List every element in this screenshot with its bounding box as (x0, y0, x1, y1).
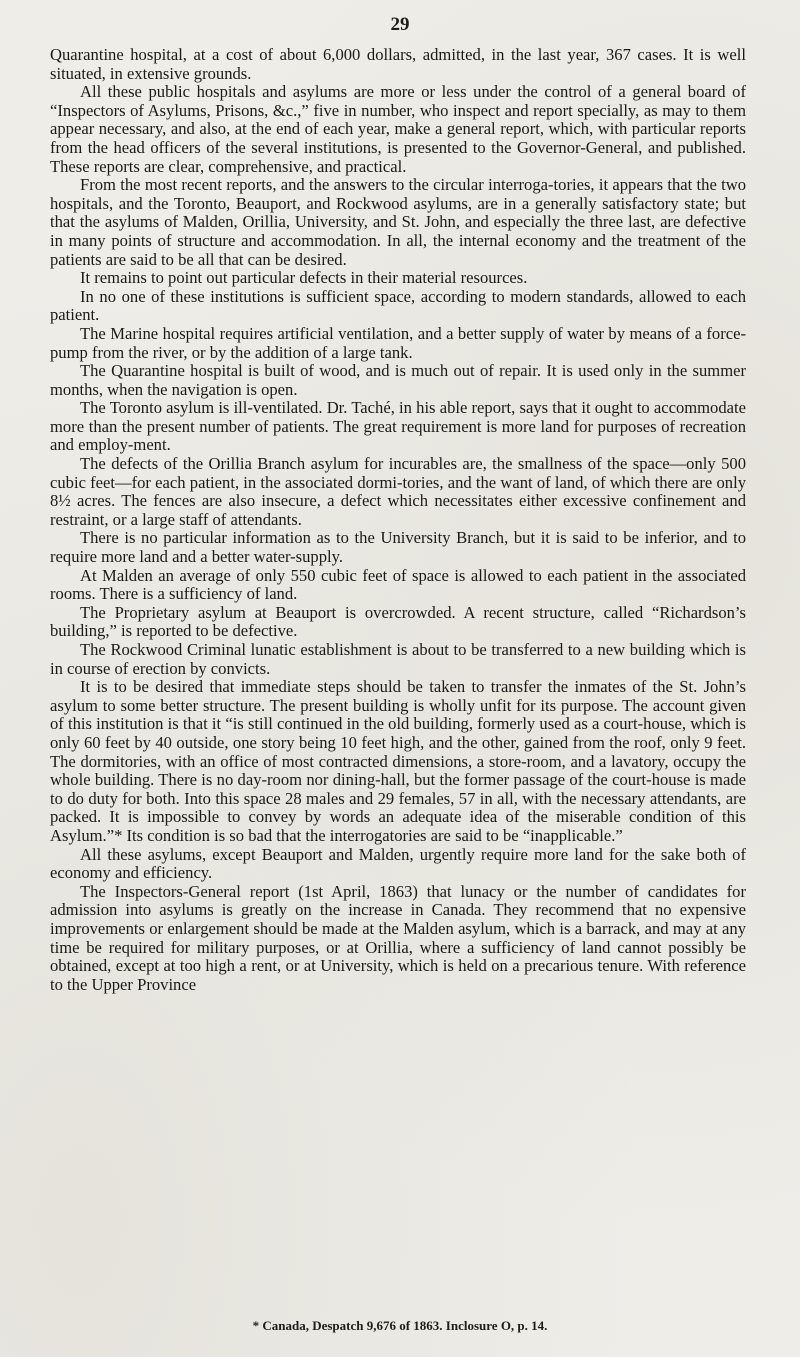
paragraph: The Inspectors-General report (1st April, 1863) that lunacy or the number of candidates for admission into asylums is greatly on the increase in Canada. They recommend that no expensive improvements or enlargement should be made at the Malden asylum, which is a barrack, and may at any time be required for military purposes, or at Orillia, where a sufficiency of land cannot possibly be obtained, except at too high a rent, or at University, which is held on a precarious tenure. With reference to the Upper Province (50, 881, 746, 994)
footnote: * Canada, Despatch 9,676 of 1863. Inclosure O, p. 14. (252, 1318, 548, 1333)
paragraph: The Proprietary asylum at Beauport is overcrowded. A recent structure, called “Richardson’s building,” is reported to be defective. (50, 602, 746, 641)
paragraph: Quarantine hospital, at a cost of about 6,000 dollars, admitted, in the last year, 367 cases. It is well situated, in extensive grounds. (50, 45, 746, 83)
paragraph: There is no particular information as to the University Branch, but it is said to be inferior, and to require more land and a better water-supply. (50, 528, 746, 567)
page-number: 29 (390, 14, 410, 35)
paragraph: At Malden an average of only 550 cubic feet of space is allowed to each patient in the associated rooms. There is a sufficiency of land. (50, 565, 746, 604)
paragraph: In no one of these institutions is sufficient space, according to modern standards, allowed to each patient. (50, 286, 746, 325)
paragraph: The defects of the Orillia Branch asylum for incurables are, the smallness of the space—only 500 cubic feet—for each patient, in the associated dormi-tories, and the want of land, of which there are only 8½ acres. The fences are also insecure, a defect which necessitates either excessive confinement and restraint, or a large staff of attendants. (50, 454, 746, 529)
paragraph: The Rockwood Criminal lunatic establishment is about to be transferred to a new building which is in course of erection by convicts. (50, 640, 746, 678)
body-text (50, 46, 746, 994)
paragraph: It is to be desired that immediate steps should be taken to transfer the inmates of the St. John’s asylum to some better structure. The present building is wholly unfit for its purpose. The account given of this institution is that it “is still continued in the old building, formerly used as a court-house, which is only 60 feet by 40 outside, one story being 10 feet high, and the other, gained from the roof, only 9 feet. The dormitories, with an office of most contracted dimensions, a store-room, and a lavatory, occupy the whole building. There is no day-room nor dining-hall, but the former passage of the court-house is made to do duty for both. Into this space 28 males and 29 females, 57 in all, with the necessary attendants, are packed. It is impossible to convey by words an adequate idea of the miserable condition of this Asylum.”* Its condition is so bad that the interrogatories are said to be “inapplicable.” (50, 677, 746, 845)
paragraph: All these asylums, except Beauport and Malden, urgently require more land for the sake both of economy and efficiency. (50, 844, 746, 883)
paragraph: From the most recent reports, and the answers to the circular interroga-tories, it appears that the two hospitals, and the Toronto, Beauport, and Rockwood asylums, are in a generally satisfactory state; but that the asylums of Malden, Orillia, University, and St. John, and especially the three last, are defective in many points of structure and accommodation. In all, the internal economy and the treatment of the patients are said to be all that can be desired. (50, 175, 746, 269)
paragraph: It remains to point out particular defects in their material resources. (80, 268, 528, 288)
paragraph: The Quarantine hospital is built of wood, and is much out of repair. It is used only in the summer months, when the navigation is open. (50, 361, 746, 399)
paragraph: The Marine hospital requires artificial ventilation, and a better supply of water by means of a force-pump from the river, or by the addition of a large tank. (50, 323, 746, 362)
paragraph: All these public hospitals and asylums are more or less under the control of a general board of “Inspectors of Asylums, Prisons, &c.,” five in number, who inspect and report specially, as may to them appear necessary, and also, at the end of each year, make a general report, which, with particular reports from the head officers of the several institutions, is presented to the Governor-General, and published. These reports are clear, comprehensive, and practical. (50, 82, 746, 176)
paragraph: The Toronto asylum is ill-ventilated. Dr. Taché, in his able report, says that it ought to accommodate more than the present number of patients. The great requirement is more land for purposes of recreation and employ-ment. (50, 398, 746, 455)
